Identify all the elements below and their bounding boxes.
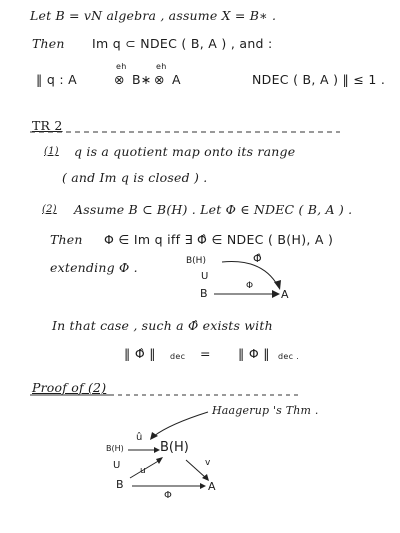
diagram-2-arrowhead-phi — [200, 483, 206, 489]
diagram-2-v: v — [205, 458, 211, 468]
norm-dec-1: dec — [170, 352, 186, 361]
diagram-1-union: U — [201, 271, 209, 282]
item-1-text: q is a quotient map onto its range — [74, 144, 296, 159]
diagram-2-bh-small: B(H) — [106, 444, 124, 453]
item-2-number: (2) — [42, 204, 57, 215]
diagram-1-arrow-phihat — [222, 262, 278, 287]
proof-heading: Proof of (2) — [32, 380, 107, 395]
intro-target: NDEC ( B, A ) ‖ ≤ 1 . — [252, 72, 386, 87]
intro-line-1: Let B = vN algebra , assume X = B∗ . — [30, 8, 277, 23]
diagram-1-bh: B(H) — [186, 256, 206, 266]
eh-label-2: eh — [156, 62, 167, 71]
diagram-2-u: u — [140, 466, 146, 476]
item-1-continuation: ( and Im q is closed ) . — [62, 170, 208, 185]
section-heading: TR 2 — [32, 118, 63, 133]
intro-line-2: Im q ⊂ NDEC ( B, A ) , and : — [92, 36, 273, 51]
intro-then: Then — [32, 36, 65, 51]
norm-dec-2: dec . — [278, 352, 299, 361]
diagram-2-bh-big: B(H) — [160, 440, 189, 455]
eh-label-1: eh — [116, 62, 127, 71]
intro-norm-open: ‖ q : A — [36, 72, 77, 87]
haagerup-arrow — [154, 412, 208, 436]
haagerup-arrowhead — [150, 432, 158, 440]
item-2-then-math: Φ ∈ Im q iff ∃ Φ̂ ∈ NDEC ( B(H), A ) — [104, 232, 334, 247]
diagram-2-arrow-v — [186, 460, 206, 478]
item-2-extending: extending Φ . — [50, 260, 138, 275]
diagram-2-union: U — [113, 460, 121, 471]
haagerup-note: Haagerup 's Thm . — [212, 404, 319, 417]
tensor-1: ⊗ — [114, 72, 125, 87]
diagram-1-phihat: Φ̂ — [253, 252, 262, 265]
item-2-then: Then — [50, 232, 83, 247]
norm-equals: = — [200, 346, 211, 361]
diagram-1-b: B — [200, 287, 208, 300]
a-label: A — [172, 72, 181, 87]
norm-left: ‖ Φ̂ ‖ — [124, 346, 156, 361]
diagram-2-phi: Φ — [164, 490, 172, 501]
diagram-2-b: B — [116, 478, 124, 491]
tensor-2: ⊗ — [154, 72, 165, 87]
diagram-2-a: A — [208, 480, 216, 493]
b-star: B∗ — [132, 72, 152, 87]
diagram-1-phi: Φ — [246, 281, 254, 291]
item-2-text: Assume B ⊂ B(H) . Let Φ ∈ NDEC ( B, A ) . — [74, 202, 353, 217]
norm-right: ‖ Φ ‖ — [238, 346, 270, 361]
diagram-2-arrowhead-u — [156, 457, 163, 464]
case-line: In that case , such a Φ̂ exists with — [52, 318, 273, 333]
diagram-1-a: A — [281, 288, 289, 301]
diagram-2-uhat: û — [136, 432, 143, 443]
diagram-1-arrowhead-phi — [272, 290, 280, 298]
item-1-number: (1) — [44, 146, 59, 157]
